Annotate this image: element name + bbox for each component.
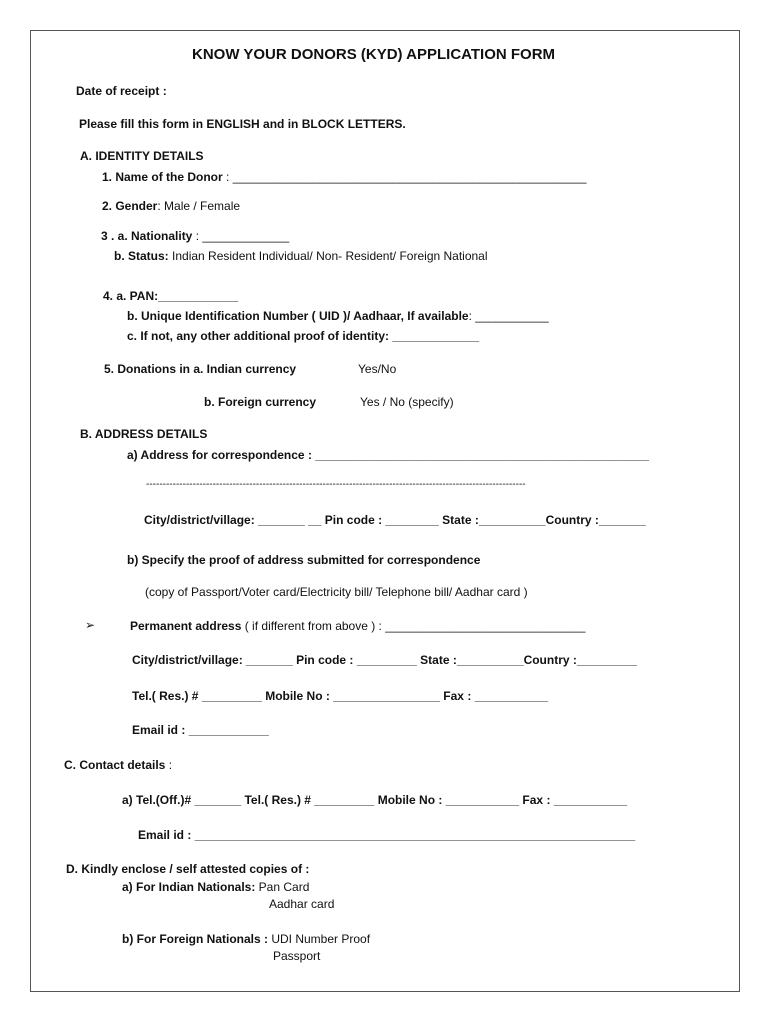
- permanent-address-label: Permanent address: [130, 619, 242, 633]
- uid-label: b. Unique Identification Number ( UID )/ Aadhaar, If available: [127, 309, 469, 323]
- proof-of-address-examples: (copy of Passport/Voter card/Electricity bill/ Telephone bill/ Aadhar card ): [145, 585, 528, 599]
- other-proof-field[interactable]: c. If not, any other additional proof of identity: _____________: [127, 329, 480, 343]
- gender-label: 2. Gender: [102, 199, 158, 213]
- gender-options[interactable]: : Male / Female: [157, 199, 241, 213]
- proof-of-address-heading[interactable]: b) Specify the proof of address submitted for correspondence: [127, 553, 481, 567]
- nationality-field[interactable]: : _____________: [192, 229, 290, 243]
- form-title: KNOW YOUR DONORS (KYD) APPLICATION FORM: [192, 46, 556, 63]
- uid-field[interactable]: : ___________: [468, 309, 549, 323]
- indian-doc-pan-card: Pan Card: [255, 880, 310, 894]
- indian-nationals-row: [122, 880, 309, 894]
- contact-email-field[interactable]: Email id : __________________________________________________________________: [138, 828, 636, 842]
- foreign-currency-label: b. Foreign currency: [204, 395, 317, 409]
- foreign-currency-answer[interactable]: Yes / No (specify): [360, 395, 454, 409]
- indian-currency-answer[interactable]: Yes/No: [358, 362, 397, 376]
- status-row: [114, 249, 488, 263]
- permanent-address-row: [130, 619, 585, 633]
- permanent-address-field[interactable]: ( if different from above ) : ______________________________: [241, 619, 586, 633]
- indian-doc-aadhar-card: Aadhar card: [269, 897, 335, 911]
- correspondence-address-line-2[interactable]: ------------------------------------------------------------------------------------------------------------------: [146, 479, 526, 490]
- contact-tel-row[interactable]: a) Tel.(Off.)# _______ Tel.( Res.) # _________ Mobile No : ___________ Fax : ___________: [122, 793, 628, 807]
- permanent-email-field[interactable]: Email id : ____________: [132, 723, 269, 737]
- foreign-doc-udi-proof: UDI Number Proof: [268, 932, 371, 946]
- section-d-heading: D. Kindly enclose / self attested copies of :: [66, 862, 310, 876]
- gender-row: [102, 199, 240, 213]
- section-b-heading: B. ADDRESS DETAILS: [80, 427, 208, 441]
- section-c-row: [64, 758, 172, 772]
- correspondence-city-row[interactable]: City/district/village: _______ __ Pin code : ________ State :__________Country :_______: [144, 513, 646, 527]
- pan-field[interactable]: 4. a. PAN:____________: [103, 289, 239, 303]
- donor-name-label: 1. Name of the Donor: [102, 170, 223, 184]
- section-c-heading: C. Contact details: [64, 758, 166, 772]
- status-label: b. Status:: [114, 249, 169, 263]
- section-a-heading: A. IDENTITY DETAILS: [80, 149, 204, 163]
- permanent-tel-row[interactable]: Tel.( Res.) # _________ Mobile No : ________________ Fax : ___________: [132, 689, 549, 703]
- status-options[interactable]: Indian Resident Individual/ Non- Resident/ Foreign National: [168, 249, 488, 263]
- correspondence-address-field[interactable]: a) Address for correspondence : __________________________________________________: [127, 448, 649, 462]
- donations-label: 5. Donations in a. Indian currency: [104, 362, 297, 376]
- foreign-nationals-label: b) For Foreign Nationals :: [122, 932, 268, 946]
- indian-nationals-label: a) For Indian Nationals:: [122, 880, 256, 894]
- donor-name-field[interactable]: : _____________________________________________________: [222, 170, 587, 184]
- uid-row: [127, 309, 549, 323]
- nationality-label: 3 . a. Nationality: [101, 229, 193, 243]
- date-of-receipt: Date of receipt :: [76, 84, 167, 98]
- foreign-nationals-row: [122, 932, 370, 946]
- instructions: Please fill this form in ENGLISH and in BLOCK LETTERS.: [79, 117, 406, 131]
- nationality-row: [101, 229, 289, 243]
- section-c-colon: :: [165, 758, 173, 772]
- donor-name-row: [102, 170, 586, 184]
- foreign-doc-passport: Passport: [273, 949, 321, 963]
- bullet-arrow-icon: ➢: [85, 618, 96, 632]
- permanent-city-row[interactable]: City/district/village: _______ Pin code : _________ State :__________Country :_________: [132, 653, 637, 667]
